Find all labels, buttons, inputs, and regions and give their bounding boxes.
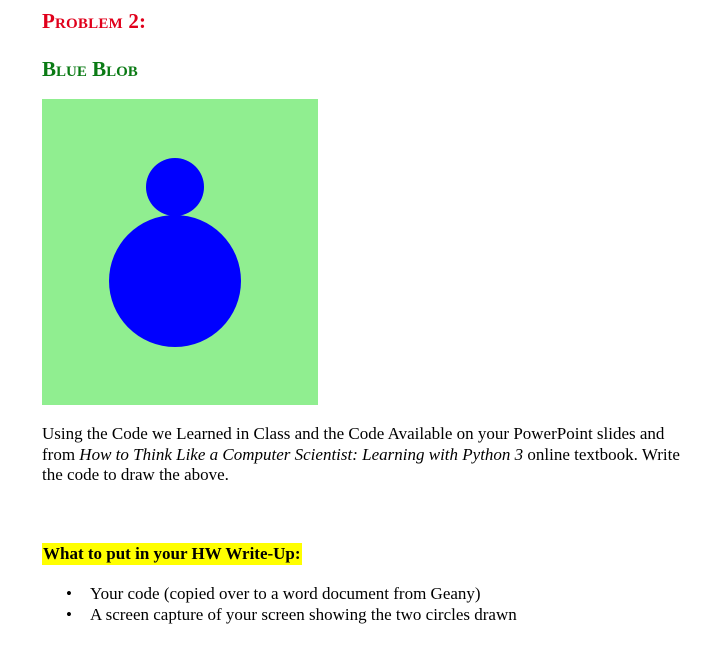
- instructions-text-before: Using the Code we Learned in Class and the Code Available on your PowerPoint slides and from: [42, 424, 665, 464]
- blue-blob-figure: [42, 99, 318, 405]
- instructions-text-after: online textbook. Write the code to draw the above.: [42, 444, 680, 484]
- list-item: [42, 584, 517, 605]
- textbook-title: How to Think Like a Computer Scientist: Learning with Python 3: [79, 444, 524, 464]
- writeup-list: [42, 584, 517, 625]
- large-circle: [109, 215, 241, 347]
- section-title: Blue Blob: [42, 57, 138, 81]
- list-item-text: Your code (copied over to a word document from Geany): [90, 584, 481, 603]
- instructions-paragraph: [42, 424, 682, 486]
- list-item-text: A screen capture of your screen showing the two circles drawn: [90, 604, 517, 624]
- writeup-label: What to put in your HW Write-Up:: [43, 544, 301, 563]
- bullet-icon: •: [66, 584, 72, 603]
- bullet-icon: •: [66, 604, 72, 624]
- blue-blob-drawing: [42, 99, 318, 405]
- list-item: [42, 605, 517, 626]
- small-circle: [146, 158, 204, 216]
- problem-heading: Problem 2:: [42, 9, 147, 33]
